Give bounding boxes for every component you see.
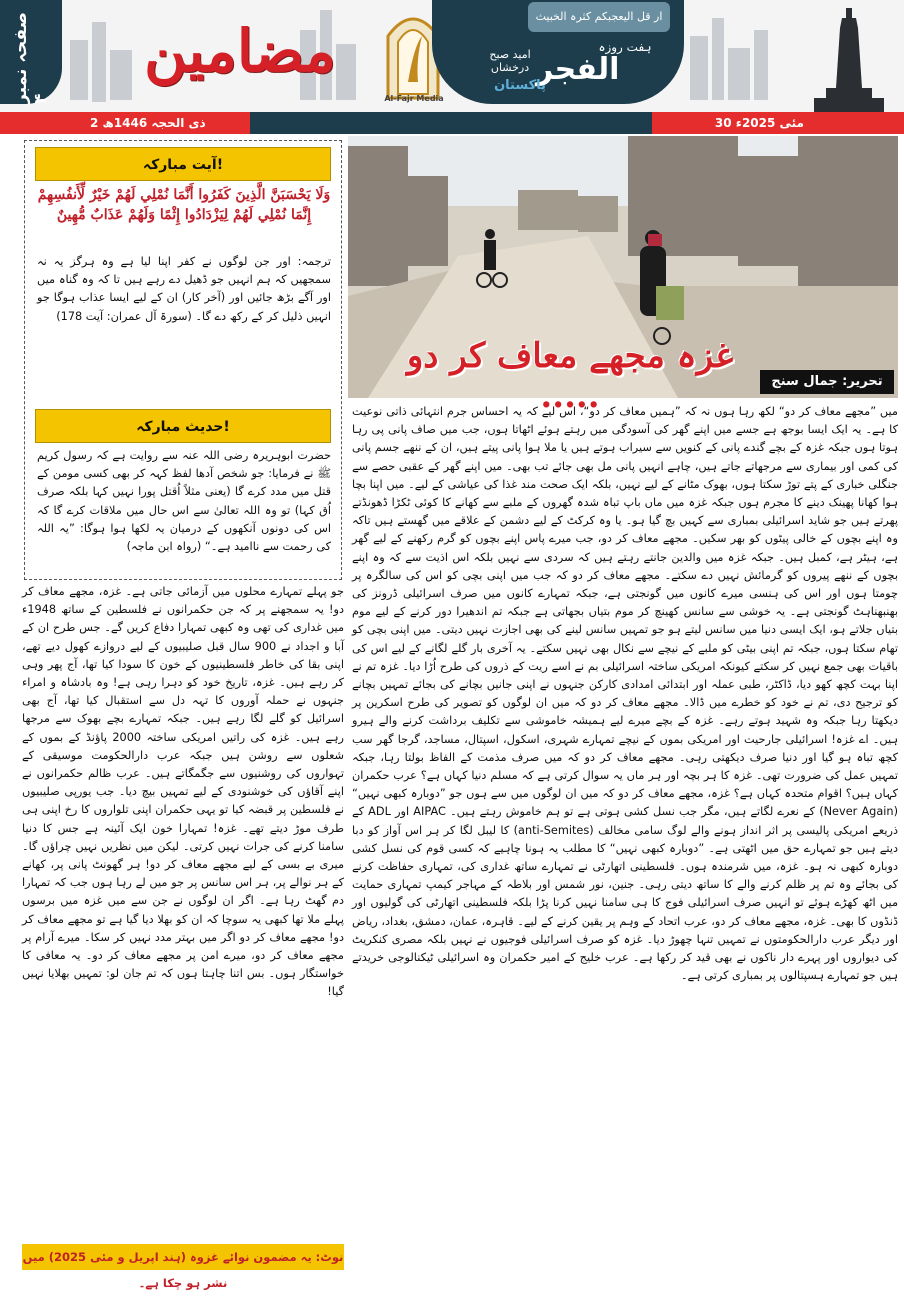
gregorian-date: 30 مئی 2025ء (652, 112, 904, 134)
hadith-heading: حدیث مبارکہ! (35, 409, 331, 443)
ayah-translation: ترجمہ: اور جن لوگوں نے کفر اپنا لیا ہے وہ ہرگز یہ نہ سمجھیں کہ ہم انہیں جو ڈھیل دے رہے ہیں تا کہ وہ گناہ میں اور آگے بڑھ جائیں اور (آخر کار) ان کے لیے ایسا عذاب ہوگا جو انہیں ذلیل کر کے رکھ دے گا۔ (سورۃ آل عمران: آیت 178) (37, 255, 331, 323)
banner-ribbon: ار قل اليعجبكم كثرہ الخبيث (528, 2, 670, 32)
hijri-date: 2 ذی الحجہ 1446ھ (0, 112, 250, 134)
section-title: مضامین (144, 17, 336, 85)
weekly-label: ہفت روزہ (598, 40, 652, 54)
hadith-text: حضرت ابوہریرہ رضی اللہ عنہ سے روایت ہے کہ رسول کریم ﷺ نے فرمایا: جو شخص آدھا لفظ کہہ کر بھی کسی مومن کے قتل میں مدد کرے گا (یعنی مثلاً اُقتل پورا نہیں کہا بلکہ صرف اُق کہا) تو وہ اللہ تعالیٰ سے اس حال میں ملاقات کرے گا کہ اس کی دونوں آنکھوں کے درمیان یہ لکھا ہوا ہوگا: ”یہ اللہ کی رحمت سے ناامید ہے۔“ (رواہ ابن ماجہ) (37, 449, 331, 554)
paper-country: پاکستان (494, 78, 546, 93)
page-number-tab (0, 0, 62, 104)
minar-e-pakistan-icon (800, 0, 904, 112)
article-author: تحریر: جمال سنج (760, 370, 894, 394)
ayah-hadith-box (24, 140, 342, 580)
ayah-arabic: وَلَا يَحْسَبَنَّ الَّذِينَ كَفَرُوا أَنَّمَا نُمْلِي لَهُمْ خَيْرٌ لِّأَنفُسِهِمْ إِنَّمَا نُمْلِي لَهُمْ لِيَزْدَادُوا إِثْمًا وَلَهُمْ عَذَابٌ مُّهِينٌ (37, 187, 331, 223)
publication-note: نوٹ: یہ مضمون نوائے غزوہ (ہند اپریل و مئی 2025) میں نشر ہو چکا ہے۔ (22, 1244, 344, 1270)
page-number: صفحہ نمبر ۴ (11, 11, 51, 104)
masthead (0, 0, 904, 112)
article-body-right: میں ”مجھے معاف کر دو“ لکھ رہا ہوں نہ کہ ”ہمیں معاف کر دو“، اس لیے کہ یہ احساس جرم انتہائی ذاتی نوعیت کا ہے۔ یہ ایک ایسا بوجھ ہے جسے میں اپنے گھر کی آسودگی میں رہتے ہوئے اٹھاتا ہوں، جب میں صاف پانی پی رہا ہوتا ہوں جبکہ غزہ کے بچے گندے پانی کے کنویں سے سیراب ہوتے ہیں یا ملا ہوا پانی پیتے ہیں، ان کے ننھے جسم پانی کی کمی اور بیماری سے مرجھاتے جاتے ہیں، چاہے انہیں پانی مل بھی جائے تب بھی۔ میں اپنے گھر کے عقبی حصے سے جنگلی خباری کے پتے توڑ سکتا ہوں، بھوک مٹانے کے لیے نہیں، بلکہ ایک صحت مند غذا کی عیاشی کے لیے۔ میں اپنا بچا ہوا کھانا پھینک دینے کا مجرم ہوں جبکہ غزہ میں ماں باپ تباہ شدہ گھروں کے ملبے سے کھانے کا کوئی ٹکڑا ڈھونڈتے پھرتے ہیں جو شاید اسرائیلی بمباری سے کہیں بچ گیا ہو۔ یا وہ کرکٹ کے لیے دشمن کے علاقے میں گھستے ہیں تاکہ وہ اپنے بچوں کے خالی پیٹوں کو بھر سکیں۔ مجھے معاف کر دو، جب میرے پاس اپنے بچوں کو گرم رکھنے کے لیے گھر ہے، ہیٹر ہے، کمبل ہیں۔ جبکہ غزہ میں والدین جانتے رہتے ہیں کہ سردی سے نہیں بلکہ اس اذیت سے کہ وہ اپنے بچوں کے ننھے پیروں کو گرمائش نہیں دے سکتے۔ مجھے معاف کر دو کہ جب میں اپنی بچی کو اس کی سالگرہ پر چومتا ہوں اور اس کی ہنسی میرے کانوں میں گونجتی ہے، جبکہ تمہارے کانوں میں صرف اسرائیلی ڈرونز کی بھنبھناہٹ گونجتی ہے۔ یہ خوشی سے سانس کھینچ کر موم بتیاں بجھاتی ہے جبکہ تم اندھیرا دور کرنے کے لیے موم بتیاں جلاتے ہو، ایک ایسی دنیا میں سانس لیتے ہو جو تمہیں سانس لینے کی بھی اجازت نہیں دیتی۔ میں اپنی بچی کو تھام سکتا ہوں، جبکہ تم اپنی بیٹی کو ملبے کے نیچے سے نکال بھی نہیں سکتے۔ یہ آخری بار گلے لگانے کے لیے اس کی باقیات بھی جمع نہیں کر سکتے کیونکہ امریکی ساختہ اسرائیلی بم نے اسے ریت کے ذروں کی طرح اُڑا دیا۔ غزہ تم نے اپنا بہت کچھ کھو دیا، ڈاکٹر، طبی عملہ اور ابتدائی امدادی کارکن جنہوں نے اپنی جانیں بچانے کی بجائے تمہیں بچانے کو ترجیح دی، تم نے خود کو خطرے میں ڈالا۔ مجھے معاف کر دو کہ میں ان لوگوں کو تصویر کی طرح اسکرین پر دیکھتا رہا جبکہ وہ شہید ہوتے رہے۔ غزہ کے بچے میرے لیے ہمیشہ خاموشی سے تکلیف برداشت کرنے والے ہیرو ہیں۔ اے غزہ! اسرائیلی جارحیت اور امریکی بموں کے نیچے تمہارے شہری، اسکول، اسپتال، مساجد، گرجا گھر سب کچھ تباہ ہو گیا اور دنیا صرف دیکھتی رہی۔ مجھے معاف کر دو کہ میں صرف مذمت کے الفاظ بولتا رہا، جبکہ تمہیں عمل کی ضرورت تھی۔ غزہ کا ہر بچہ اور ہر ماں یہ سوال کرتی ہے کہ مسلم دنیا کہاں ہے؟ عرب حکمران کہاں ہیں؟ اقوام متحدہ کہاں ہے؟ غزہ، مجھے معاف کر دو کہ میں ان لوگوں میں سے ہوں جو ”دوبارہ کبھی نہیں“ (Never Again) کے نعرے لگاتے ہیں، مگر جب نسل کشی ہوتی ہے تو ہم خاموش رہتے ہیں۔ AIPAC اور ADL کے ذریعے امریکی پالیسی پر اثر انداز ہونے والے لوگ سامی مخالف (anti-Semites) کا لیبل لگا کر ہر اس آواز کو دبا دیتے ہیں جو تمہارے حق میں اٹھتی ہے۔ ”دوبارہ کبھی نہیں“ کا مطلب یہ ہونا چاہیے کہ کسی قوم کی نسل کشی دوبارہ کبھی نہ ہو۔ غزہ، میں شرمندہ ہوں۔ فلسطینی اتھارٹی نے تمہارے ساتھ غداری کی، تمہاری حفاظت کرنے کی بجائے وہ تم پر ظلم کرنے والے کا ساتھ دیتی رہی۔ جنین، نور شمس اور بلاطہ کے مہاجر کیمپ تمہاری حمایت میں اٹھ کھڑے ہوئے تو انہیں صرف اسرائیلی فوج کا ہی سامنا نہیں کرنا پڑا بلکہ فلسطینی اتھارٹی کی گولیوں اور ڈنڈوں کا بھی۔ غزہ، مجھے معاف کر دو، عرب اتحاد کے وہم پر یقین کرنے کے لیے۔ قاہرہ، عمان، دمشق، بغداد، ریاض اور دیگر عرب دارالحکومتوں نے تمہیں تنہا چھوڑ دیا۔ غزہ کو صرف اسرائیلی فوجیوں نے نہیں بلکہ مصری کنکریٹ کی دیواروں اور پہرے دار ناکوں نے بھی قید کر رکھا ہے۔ عرب خلیج کے امیر حکمران وہ اسرائیلی ٹیکنالوجی خریدتے ہیں جو تمہارے ہسپتالوں پر بمباری کرتی ہے۔ (352, 405, 898, 983)
date-bar (0, 112, 904, 134)
paper-tagline: امید صبح درخشاں (489, 48, 531, 74)
paper-name: الفجر (536, 52, 620, 87)
article-body-left: جو پہلے تمہارے محلوں میں آزمائی جاتی ہے۔ غزہ، مجھے معاف کر دو! یہ سمجھنے پر کہ جن حکمرانوں نے فلسطین کے ساتھ 1948ء میں غداری کی تھی وہ کبھی تمہارا دفاع کریں گے۔ جس طرح ان کے آبا و اجداد نے 900 سال قبل صلیبیوں کے لیے دروازے کھول دیے تھے، اپنی بقا کی خاطر فلسطینیوں کے خون کا سودا کیا تھا، آج پھر وہی کر رہے ہیں۔ غزہ، تاریخ خود کو دہرا رہی ہے! وہ بادشاہ و امراء جنہوں نے حملہ آوروں کا تہہ دل سے استقبال کیا تھا، آج بھی اسرائیل کو گلے لگا رہے ہیں۔ جبکہ تمہارے بچے بھوک سے مرجھا رہے ہیں۔ غزہ کی راتیں امریکی ساختہ 2000 پاؤنڈ کے بموں کے شعلوں سے روشن ہیں جبکہ عرب دارالحکومت موسیقی کے تہواروں کی روشنیوں سے جگمگاتے ہیں۔ عرب ظالم حکمرانوں نے اپنے آقاؤں کی خوشنودی کے لیے تمہیں بیچ دیا۔ جب یورپی صلیبیوں نے فلسطین پر قبضہ کیا تو یہی حکمران اپنی تلواروں کا رخ اپنی ہی طرف موڑ دیتے تھے۔ غزہ! تمہارا خون ایک آئینہ ہے جس کا دنیا سامنا کرنے کی جرات نہیں کرتی۔ لیکن میں نظریں نہیں چراؤں گا۔ میری بے بسی کے لیے مجھے معاف کر دو! ہر گھونٹ پانی پر، کھانے کے ہر نوالے پر، ہر اس سانس پر جو میں لے رہا ہوں جب کہ تمہارا دم گھٹ رہا ہے۔ اگر ان لوگوں نے جن سے میں غزہ میں برسوں پہلے ملا تھا کبھی یہ سوچا کہ ان کو بھلا دیا گیا ہے تو مجھے معاف کر دو! مجھے معاف کر دو اگر میں بہتر مدد نہیں کر سکا۔ میرے آرام پر مجھے معاف کر دو، میرے امن پر مجھے معاف کر دو۔ یہ معافی کا خواستگار ہوں۔ بس اتنا چاہتا ہوں کہ تم جان لو: تمہیں بھلایا نہیں گیا! (22, 585, 344, 999)
ayah-heading: آیت مبارکہ! (35, 147, 331, 181)
logo-text: Al-Fajr Media (384, 94, 444, 103)
article-headline: غزہ مجھے معاف کر دو ..... (406, 336, 734, 416)
